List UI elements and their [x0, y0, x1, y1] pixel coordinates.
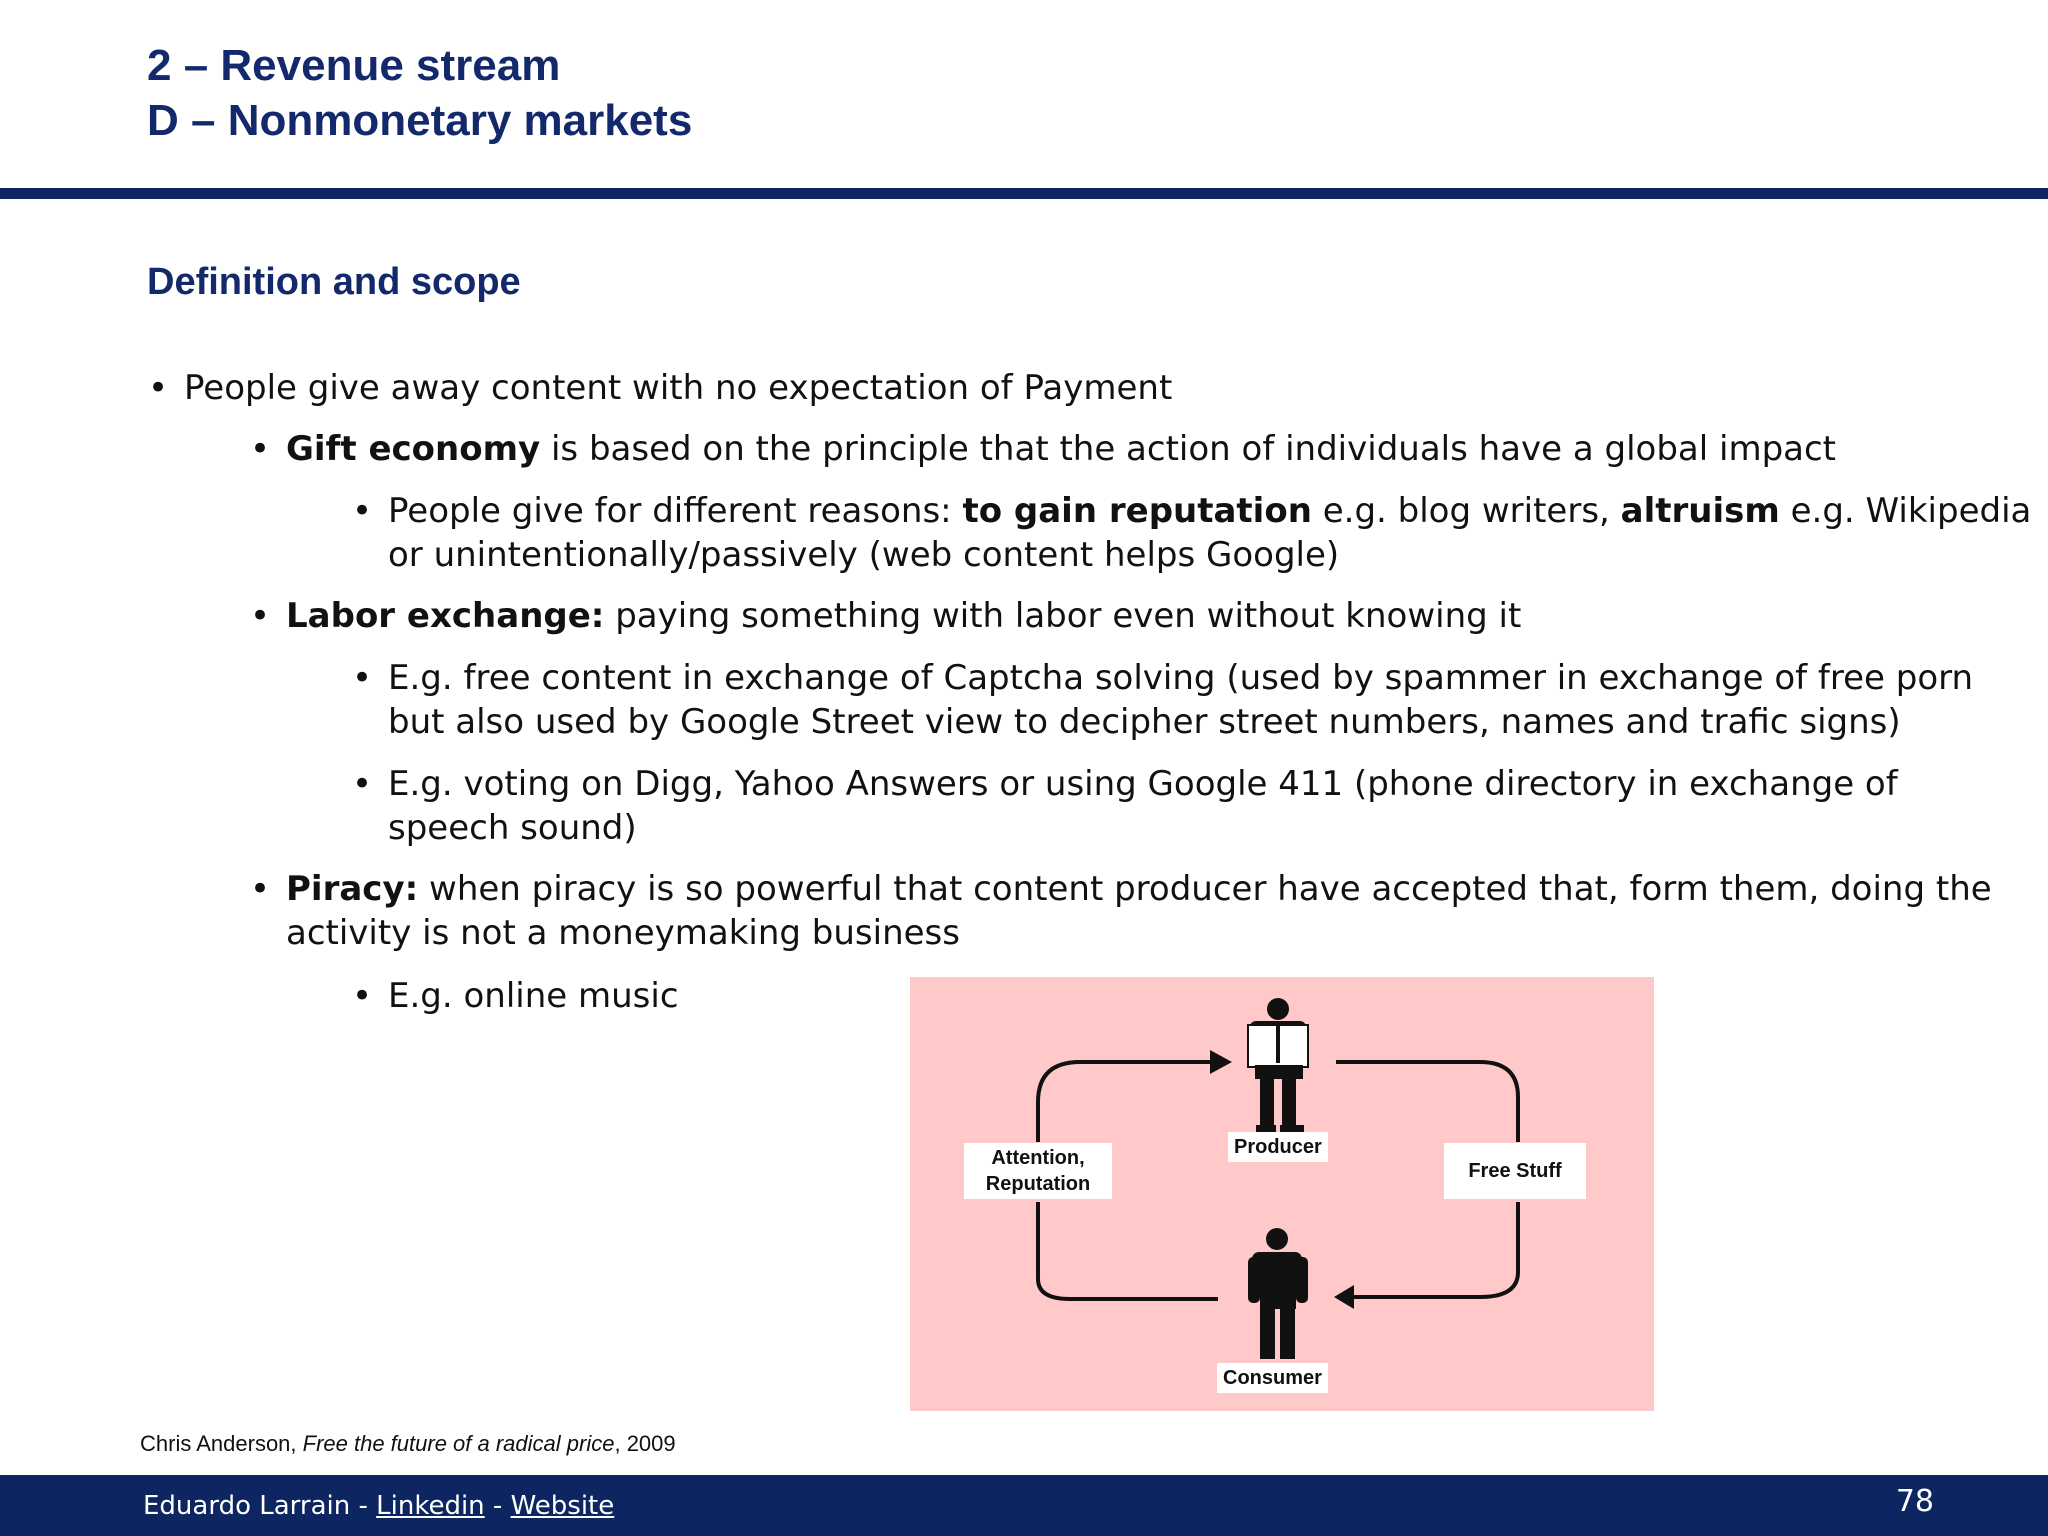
bullet-item: • People give for different reasons: to gain reputation e.g. blog writers, altruism e.g. Wikipedia or unintentionally/passively (web content helps Google)	[352, 491, 2032, 575]
arrowhead-left	[1334, 1285, 1354, 1309]
footer-credits: Eduardo Larrain - Linkedin - Website	[143, 1491, 615, 1521]
slide-title	[147, 38, 692, 148]
bullet-dot: •	[250, 429, 271, 469]
exchange-cycle-diagram	[910, 977, 1654, 1411]
bullet-dot: •	[352, 658, 373, 698]
consumer-person-icon	[1248, 1228, 1308, 1359]
bullet-dot: •	[352, 491, 373, 531]
producer-label: Producer	[1228, 1132, 1328, 1162]
free-stuff-label: Free Stuff	[1444, 1143, 1586, 1199]
bullet-dot: •	[352, 976, 373, 1016]
bullet-dot: •	[352, 764, 373, 804]
slide-title-line1: 2 – Revenue stream	[147, 41, 561, 90]
producer-person-icon	[1248, 998, 1308, 1133]
slide-title-line2: D – Nonmonetary markets	[147, 96, 693, 145]
bullet-dot: •	[250, 869, 271, 909]
attention-reputation-label: Attention, Reputation	[964, 1143, 1112, 1199]
header-divider	[0, 188, 2048, 199]
bullet-dot: •	[250, 596, 271, 636]
bullet-item: • Piracy: when piracy is so powerful that content producer have accepted that, form them, doing the activity is not a moneymaking business	[250, 869, 1992, 953]
section-heading: Definition and scope	[147, 261, 521, 303]
bullet-item: • E.g. online music	[352, 976, 679, 1016]
bullet-item: • E.g. voting on Digg, Yahoo Answers or using Google 411 (phone directory in exchange of speech sound)	[352, 764, 1898, 848]
consumer-label: Consumer	[1217, 1363, 1328, 1393]
arrow-top-left	[1038, 1062, 1217, 1142]
arrow-bottom-right	[1352, 1202, 1518, 1297]
linkedin-link[interactable]: Linkedin	[376, 1491, 485, 1521]
page-number: 78	[1895, 1484, 1934, 1519]
bullet-dot: •	[148, 368, 169, 408]
arrow-top-right	[1336, 1062, 1518, 1142]
arrowhead-right	[1210, 1050, 1232, 1074]
bullet-item: • Gift economy is based on the principle that the action of individuals have a global impact	[250, 429, 1837, 469]
bullet-item: • People give away content with no expectation of Payment	[148, 368, 1173, 408]
bullet-item: • Labor exchange: paying something with labor even without knowing it	[250, 596, 1522, 636]
bullet-item: • E.g. free content in exchange of Captcha solving (used by spammer in exchange of free porn but also used by Google Street view to decipher street numbers, names and trafic signs)	[352, 658, 1974, 742]
arrow-bottom-left	[1038, 1202, 1218, 1299]
website-link[interactable]: Website	[510, 1491, 615, 1521]
citation: Chris Anderson, Free the future of a radical price, 2009	[140, 1431, 676, 1456]
